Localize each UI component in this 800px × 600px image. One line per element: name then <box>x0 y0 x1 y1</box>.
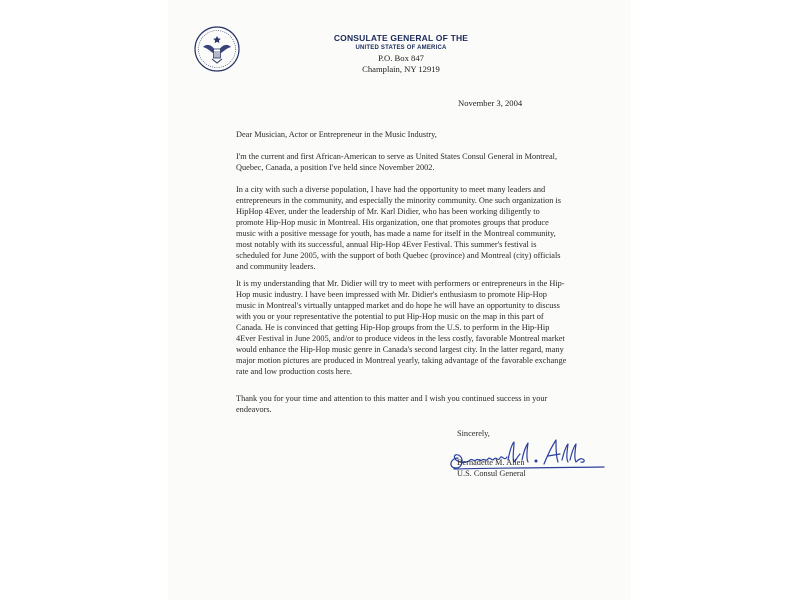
org-name-line2: UNITED STATES OF AMERICA <box>355 45 447 51</box>
salutation: Dear Musician, Actor or Entrepreneur in the Music Industry, <box>236 130 437 139</box>
paragraph-2: In a city with such a diverse population, I have had the opportunity to meet many leaders and entrepreneurs in the community, and especially the minority community. One such organization is HipHop 4Ever, under the leadership of Mr. Karl Didier, who has been working diligently to promote Hip-Hop music in Montreal. His organization, one that promotes groups that produce music with a positive message for youth, has made a name for itself in the Montreal community, most notably with its successful, annual Hip-Hop 4Ever Festival. This summer's festival is scheduled for June 2005, with the support of both Quebec (province) and Montreal (city) officials and community leaders. <box>236 185 562 271</box>
org-name-line1: CONSULATE GENERAL OF THE <box>333 33 469 43</box>
letterhead <box>326 33 476 75</box>
signer-name: Bernadette M. Allen <box>457 458 525 467</box>
signer-title: U.S. Consul General <box>457 469 526 478</box>
paragraph-4: Thank you for your time and attention to this matter and I wish you continued success in your endeavors. <box>236 394 548 414</box>
address-line2: Champlain, NY 12919 <box>362 64 440 74</box>
us-great-seal-icon <box>194 26 240 72</box>
closing: Sincerely, <box>457 429 490 438</box>
paragraph-1: I'm the current and first African-American to serve as United States Consul General in Montreal, Quebec, Canada, a position I've held since November 2002. <box>236 152 558 172</box>
paragraph-3: It is my understanding that Mr. Didier will try to meet with performers or entrepreneurs in the Hip-Hop music industry. I have been impressed with Mr. Didier's enthusiasm to promote Hip-Hop music in Montreal's virtually untapped market and do hope he will have an opportunity to discuss with you or your representative the potential to put Hip-Hop music on the map in this part of Canada. He is convinced that getting Hip-Hop groups from the U.S. to perform in the Hip-Hip 4Ever Festival in June 2005, and/or to produce videos in the less costly, favorable Montreal market would enhance the Hip-Hop music genre in Canada's second largest city. In the latter regard, many major motion pictures are produced in Montreal yearly, taking advantage of the favorable exchange rate and low production costs here. <box>236 279 567 376</box>
address-line1: P.O. Box 847 <box>378 53 424 63</box>
letter-date: November 3, 2004 <box>458 98 523 108</box>
